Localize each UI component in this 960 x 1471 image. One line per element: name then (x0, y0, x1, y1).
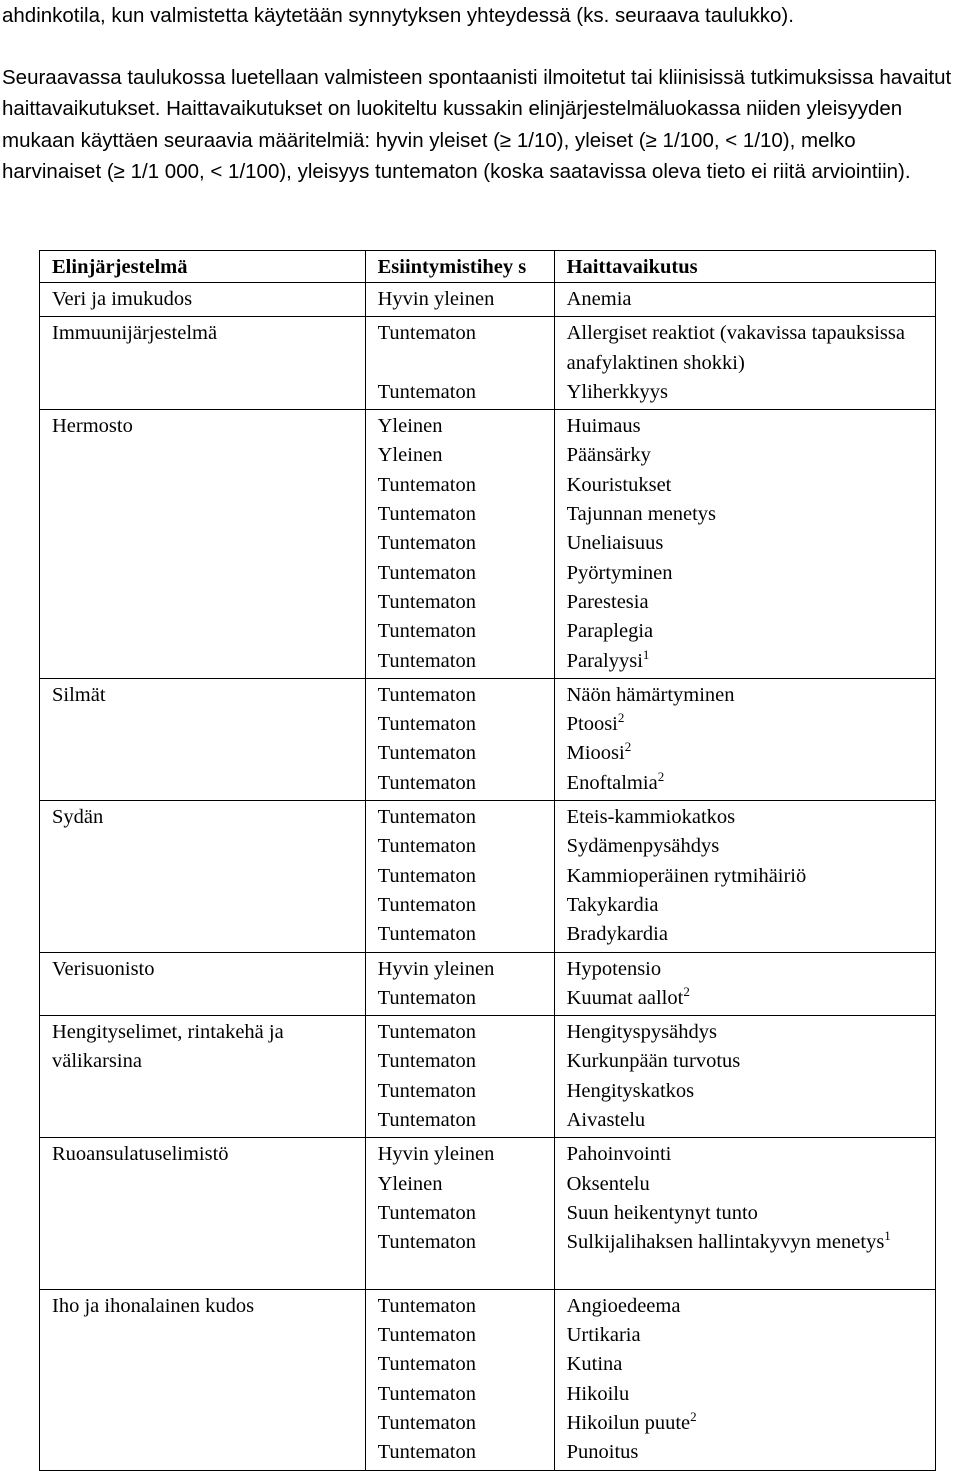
effect-label: Enoftalmia (566, 771, 658, 794)
effect-cell (554, 283, 935, 317)
frequency-value: Yleinen (377, 415, 443, 438)
effect-label: Mioosi (566, 742, 625, 765)
effect-label: Sydämenpysähdys (566, 835, 720, 858)
frequency-value: Tuntematon (377, 380, 476, 403)
effect-cell (554, 678, 935, 800)
frequency-value: Yleinen (377, 444, 443, 467)
effect-item (567, 1106, 931, 1135)
frequency-value: Tuntematon (377, 806, 476, 829)
table-row (40, 1016, 936, 1138)
table-header-row (40, 251, 936, 283)
effect-label: Hengityspysähdys (566, 1021, 717, 1044)
frequency-value: Tuntematon (377, 1201, 476, 1224)
effect-item (567, 500, 931, 529)
footnote-marker: 2 (657, 768, 665, 784)
effect-label: Hikoilun puute (566, 1411, 691, 1434)
table-body (40, 283, 936, 1471)
frequency-value: Tuntematon (377, 1079, 476, 1102)
table-row (40, 952, 936, 1016)
frequency-cell (365, 801, 554, 952)
table-row (40, 1289, 936, 1470)
effect-label: Anemia (566, 288, 632, 310)
frequency-value: Tuntematon (377, 620, 476, 643)
effect-label: Ptoosi (566, 713, 618, 736)
frequency-value: Tuntematon (377, 1050, 476, 1073)
effect-item (567, 559, 931, 588)
frequency-value: Tuntematon (377, 1353, 476, 1376)
effect-label: Huimaus (566, 415, 641, 438)
effect-item (567, 891, 931, 920)
frequency-value: Tuntematon (377, 503, 476, 526)
effect-item (567, 803, 931, 832)
frequency-value: Tuntematon (377, 1021, 476, 1044)
frequency-cell (365, 317, 554, 410)
frequency-value: Tuntematon (377, 864, 476, 887)
effect-item (567, 617, 931, 646)
effect-label: Bradykardia (566, 923, 668, 946)
effect-item (567, 920, 931, 949)
frequency-value: Tuntematon (377, 590, 476, 613)
frequency-value: Tuntematon (377, 1324, 476, 1347)
effect-item (567, 1380, 931, 1409)
effect-label: Paraplegia (566, 620, 654, 643)
header-frequency (365, 251, 554, 283)
system-cell: Iho ja ihonalainen kudos (40, 1289, 366, 1470)
effect-item (567, 681, 931, 710)
effect-item (567, 1438, 931, 1467)
system-cell: Hermosto (40, 410, 366, 679)
intro-text (2, 0, 958, 187)
footnote-marker: 2 (617, 710, 625, 726)
frequency-cell (365, 1138, 554, 1289)
frequency-value: Tuntematon (377, 1441, 476, 1464)
effect-cell (554, 801, 935, 952)
effect-item (567, 1170, 931, 1199)
table-row (40, 317, 936, 410)
frequency-value: Tuntematon (377, 532, 476, 555)
table-row (40, 283, 936, 317)
header-frequency-label: Esiintymistihey s (377, 256, 527, 278)
frequency-value: Yleinen (377, 1172, 443, 1195)
effect-item (567, 955, 931, 984)
effect-label: Näön hämärtyminen (566, 683, 735, 706)
effect-item (567, 471, 931, 500)
effect-label: Tajunnan menetys (566, 503, 717, 526)
effect-cell (554, 1289, 935, 1470)
intro-paragraph-2: Seuraavassa taulukossa luetellaan valmisteen spontaanisti ilmoitetut tai kliinisissä tutkimuksissa havaitut haittavaikutukset. Haittavaikutukset on luokiteltu kussakin elinjärjestelmäluokassa niiden yleisyyden mukaan käyttäen seuraavia määritelmiä: hyvin yleiset (≥ 1/10), yleiset (≥ 1/100, < 1/10), melko harvinaiset (≥ 1/1 000, < 1/100), yleisyys tuntematon (koska saatavissa oleva tieto ei riitä arviointiin). (2, 66, 952, 183)
header-system: Elinjärjestelmä (40, 251, 366, 283)
footnote-marker: 2 (683, 983, 690, 999)
frequency-value: Tuntematon (377, 322, 476, 345)
effect-item (567, 769, 931, 798)
effect-label: Hengityskatkos (566, 1079, 695, 1102)
table-row (40, 1138, 936, 1289)
effect-item (567, 285, 931, 314)
effect-item (567, 1018, 931, 1047)
effect-label: Kouristukset (566, 473, 672, 496)
effect-cell (554, 1016, 935, 1138)
effect-label: Parestesia (566, 590, 649, 613)
intro-paragraph-1: ahdinkotila, kun valmistetta käytetään synnytyksen yhteydessä (ks. seuraava taulukko). (2, 4, 794, 27)
frequency-cell (365, 283, 554, 317)
effect-label: Pahoinvointi (566, 1143, 672, 1166)
table-row (40, 678, 936, 800)
effect-item (567, 1321, 931, 1350)
effect-item (567, 441, 931, 470)
frequency-cell (365, 952, 554, 1016)
effect-item (567, 1199, 931, 1228)
frequency-spacer (378, 1258, 550, 1287)
effect-label: Päänsärky (566, 444, 651, 467)
effect-label: Yliherkkyys (566, 380, 668, 403)
effect-item (567, 529, 931, 558)
effect-label: Pyörtyminen (566, 561, 673, 584)
effect-cell (554, 1138, 935, 1289)
effect-label: Angioedeema (566, 1294, 681, 1317)
frequency-value: Tuntematon (377, 893, 476, 916)
effect-item (567, 378, 931, 407)
frequency-cell (365, 678, 554, 800)
frequency-cell (365, 1289, 554, 1470)
frequency-value: Tuntematon (377, 1294, 476, 1317)
effect-item (567, 862, 931, 891)
effect-label: Kutina (566, 1353, 623, 1376)
effect-label: Punoitus (566, 1441, 639, 1464)
effect-item (567, 1350, 931, 1379)
system-cell: Ruoansulatuselimistö (40, 1138, 366, 1289)
frequency-value: Tuntematon (377, 742, 476, 765)
footnote-marker: 1 (884, 1228, 891, 1244)
system-cell: Sydän (40, 801, 366, 952)
effect-label: Suun heikentynyt tunto (566, 1201, 758, 1224)
frequency-value: Tuntematon (377, 835, 476, 858)
frequency-cell (365, 410, 554, 679)
frequency-value: Tuntematon (377, 649, 476, 672)
table-row (40, 410, 936, 679)
effect-item (567, 1140, 931, 1169)
frequency-value: Tuntematon (377, 713, 476, 736)
frequency-value: Tuntematon (377, 986, 476, 1009)
effect-item (567, 647, 931, 676)
effect-label: Eteis-kammiokatkos (566, 806, 736, 829)
system-cell: Immuunijärjestelmä (40, 317, 366, 410)
frequency-value: Tuntematon (377, 561, 476, 584)
effect-item (567, 319, 931, 378)
effect-label: Aivastelu (566, 1109, 646, 1132)
frequency-value: Hyvin yleinen (377, 288, 495, 310)
adverse-effects-table (39, 250, 936, 1471)
effect-item (567, 588, 931, 617)
footnote-marker: 2 (690, 1408, 697, 1424)
effect-label: Oksentelu (566, 1172, 650, 1195)
effect-label: Sulkijalihaksen hallintakyvyn menetys (566, 1231, 885, 1254)
effect-label: Kammioperäinen rytmihäiriö (566, 864, 807, 887)
effect-label: Kuumat aallot (566, 986, 684, 1009)
effect-item (567, 1409, 931, 1438)
frequency-spacer (378, 349, 550, 378)
table-row (40, 801, 936, 952)
effect-cell (554, 952, 935, 1016)
effect-cell (554, 317, 935, 410)
system-cell: Verisuonisto (40, 952, 366, 1016)
effect-label: Kurkunpään turvotus (566, 1050, 741, 1073)
effect-item (567, 739, 931, 768)
system-cell: Hengityselimet, rintakehä ja välikarsina (40, 1016, 366, 1138)
effect-label: Uneliaisuus (566, 532, 664, 555)
effect-item (567, 710, 931, 739)
footnote-marker: 1 (642, 646, 650, 662)
effect-item (567, 1292, 931, 1321)
effect-label: Paralyysi (566, 649, 643, 672)
frequency-value: Hyvin yleinen (377, 1143, 495, 1166)
frequency-value: Tuntematon (377, 683, 476, 706)
frequency-cell (365, 1016, 554, 1138)
effect-label: Allergiset reaktiot (vakavissa tapauksissa anafylaktinen shokki) (566, 322, 905, 374)
effect-item (567, 412, 931, 441)
effect-label: Urtikaria (566, 1324, 641, 1347)
frequency-value: Tuntematon (377, 1411, 476, 1434)
frequency-value: Tuntematon (377, 771, 476, 794)
effect-item (567, 832, 931, 861)
frequency-value: Tuntematon (377, 1231, 476, 1254)
effect-item (567, 1047, 931, 1076)
frequency-value: Hyvin yleinen (377, 957, 495, 980)
footnote-marker: 2 (624, 739, 632, 755)
frequency-value: Tuntematon (377, 473, 476, 496)
effect-label: Takykardia (566, 893, 659, 916)
effect-label: Hypotensio (566, 957, 662, 980)
effect-cell (554, 410, 935, 679)
effect-item (567, 1077, 931, 1106)
frequency-value: Tuntematon (377, 1382, 476, 1405)
system-cell: Silmät (40, 678, 366, 800)
frequency-value: Tuntematon (377, 923, 476, 946)
system-cell: Veri ja imukudos (40, 283, 366, 317)
effect-item (567, 984, 931, 1013)
header-effect: Haittavaikutus (554, 251, 935, 283)
frequency-value: Tuntematon (377, 1109, 476, 1132)
effect-item (567, 1228, 931, 1257)
effect-label: Hikoilu (566, 1382, 630, 1405)
